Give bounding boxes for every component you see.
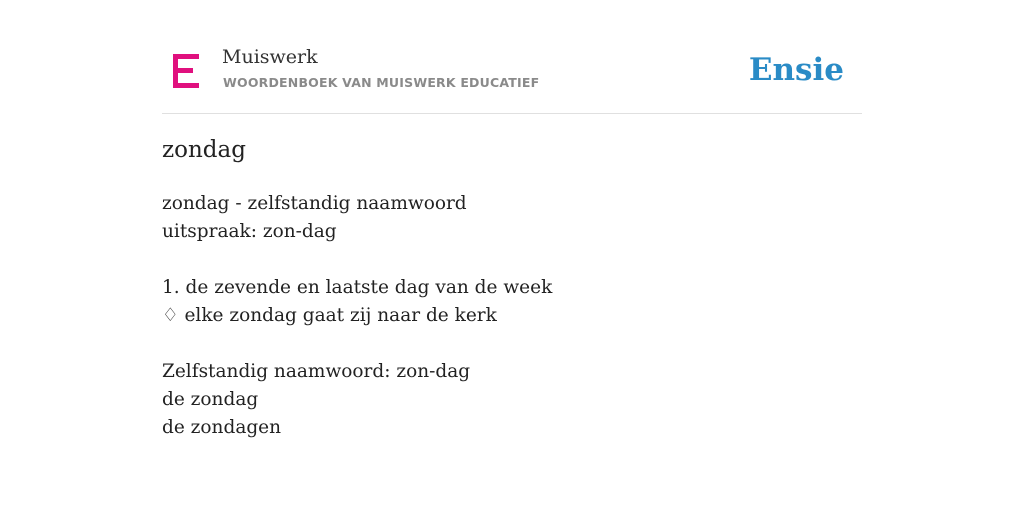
entry-line-plural: de zondagen	[162, 417, 282, 438]
entry-line-pronunciation: uitspraak: zon-dag	[162, 221, 337, 242]
entry-line-definition: 1. de zevende en laatste dag van de week	[162, 277, 553, 298]
entry-line-example: ♢ elke zondag gaat zij naar de kerk	[162, 305, 497, 326]
entry-title: zondag	[162, 137, 246, 163]
entry-line-hyphenation: Zelfstandig naamwoord: zon-dag	[162, 361, 471, 382]
muiswerk-logo-icon[interactable]	[173, 54, 199, 88]
brand-subtitle: WOORDENBOEK VAN MUISWERK EDUCATIEF	[223, 75, 540, 90]
logo-bar-top	[173, 54, 199, 59]
entry-line-singular: de zondag	[162, 389, 259, 410]
site-header	[162, 40, 862, 114]
ensie-logo[interactable]: Ensie	[748, 52, 844, 88]
entry-content	[162, 190, 552, 442]
logo-bar-bottom	[173, 83, 199, 88]
entry-line-spacer	[162, 246, 552, 274]
entry-line-spacer	[162, 330, 552, 358]
entry-line-word-class: zondag - zelfstandig naamwoord	[162, 193, 467, 214]
brand-name[interactable]: Muiswerk	[222, 46, 318, 68]
logo-bar-middle	[173, 68, 193, 73]
